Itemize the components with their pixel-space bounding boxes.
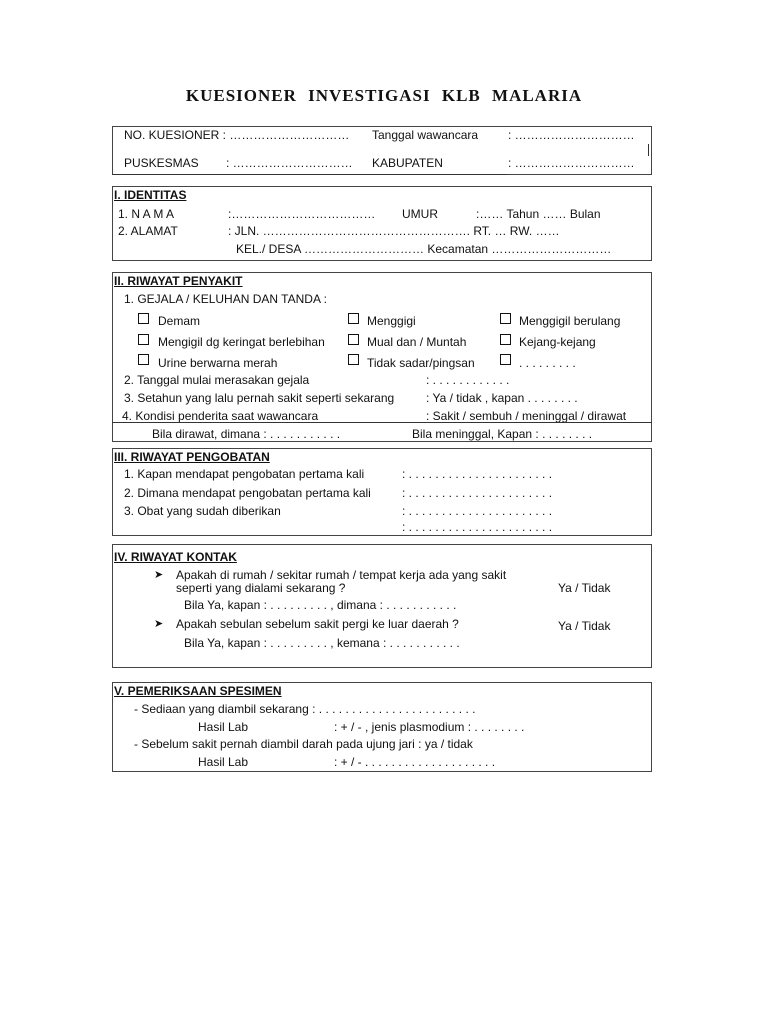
kapan-pengobatan-label: 1. Kapan mendapat pengobatan pertama kali (124, 467, 365, 481)
divider (648, 144, 649, 156)
identitas-heading: I. IDENTITAS (114, 188, 187, 202)
kontak-question-1a: Apakah di rumah / sekitar rumah / tempat kerja ada yang sakit (176, 568, 507, 582)
tidak-sadar-checkbox[interactable] (348, 354, 359, 365)
mengigil-keringat-checkbox[interactable] (138, 334, 149, 345)
obat-field-2[interactable]: : . . . . . . . . . . . . . . . . . . . . . . (402, 520, 553, 534)
mengigil-keringat-label: Mengigil dg keringat berlebihan (158, 335, 325, 349)
puskesmas-field[interactable]: : ………………………… (226, 156, 353, 170)
alamat-label: 2. ALAMAT (118, 224, 178, 238)
tanggal-gejala-label: 2. Tanggal mulai merasakan gejala (124, 373, 310, 387)
mual-checkbox[interactable] (348, 334, 359, 345)
arrow-bullet-icon: ➤ (154, 569, 164, 581)
dimana-pengobatan-label: 2. Dimana mendapat pengobatan pertama kali (124, 486, 371, 500)
puskesmas-label: PUSKESMAS (124, 156, 199, 170)
nama-field[interactable]: :……………………………… (228, 207, 376, 221)
kontak-answer-1[interactable]: Ya / Tidak (558, 581, 611, 595)
tanggal-label: Tanggal wawancara (372, 128, 479, 142)
hasil-lab-field-1[interactable]: : + / - , jenis plasmodium : . . . . . . . . (334, 720, 525, 734)
riwayat-kontak-heading (114, 550, 237, 564)
sediaan-field[interactable]: - Sediaan yang diambil sekarang : . . . . . . . . . . . . . . . . . . . . . . . . (134, 702, 476, 716)
sebelum-sakit-field[interactable]: - Sebelum sakit pernah diambil darah pada ujung jari : ya / tidak (134, 737, 473, 751)
tanggal-gejala-field[interactable]: : . . . . . . . . . . . . (426, 373, 510, 387)
nama-label: 1. N A M A (118, 207, 175, 221)
kondisi-label: 4. Kondisi penderita saat wawancara (122, 409, 319, 423)
lainnya-checkbox[interactable] (500, 354, 511, 365)
obat-label: 3. Obat yang sudah diberikan (124, 504, 281, 518)
demam-label: Demam (158, 314, 201, 328)
dirawat-field[interactable]: Bila dirawat, dimana : . . . . . . . . . . . (152, 427, 341, 441)
divider (112, 422, 652, 423)
kabupaten-label: KABUPATEN (372, 156, 443, 170)
kontak-follow-1[interactable]: Bila Ya, kapan : . . . . . . . . . , dimana : . . . . . . . . . . . (184, 598, 457, 612)
hasil-lab-field-2[interactable]: : + / - . . . . . . . . . . . . . . . . . . . . (334, 755, 496, 769)
umur-label: UMUR (402, 207, 438, 221)
riwayat-pengobatan-heading: III. RIWAYAT PENGOBATAN (114, 450, 270, 464)
pemeriksaan-heading: V. PEMERIKSAAN SPESIMEN (114, 684, 282, 698)
kontak-question-2: Apakah sebulan sebelum sakit pergi ke luar daerah ? (176, 617, 459, 631)
tidak-sadar-label: Tidak sadar/pingsan (367, 356, 475, 370)
menggigi-label: Menggigi (367, 314, 416, 328)
dimana-pengobatan-field[interactable]: : . . . . . . . . . . . . . . . . . . . . . . (402, 486, 553, 500)
kejang-checkbox[interactable] (500, 334, 511, 345)
hasil-lab-label-2: Hasil Lab (198, 755, 249, 769)
demam-checkbox[interactable] (138, 313, 149, 324)
kontak-question-1b: seperti yang dialami sekarang ? (176, 581, 346, 595)
riwayat-penyakit-heading: II. RIWAYAT PENYAKIT (114, 274, 243, 288)
mual-label: Mual dan / Muntah (367, 335, 467, 349)
menggigi-checkbox[interactable] (348, 313, 359, 324)
alamat-field[interactable]: : JLN. ……………………………………………. RT. … RW. …… (228, 224, 560, 238)
page-title: KUESIONER INVESTIGASI KLB MALARIA (185, 86, 583, 105)
riwayat-kontak-heading-text: IV. RIWAYAT KONTAK (114, 550, 237, 564)
obat-field-1[interactable]: : . . . . . . . . . . . . . . . . . . . . . . (402, 504, 553, 518)
divider (112, 174, 507, 175)
no-kuesioner-field[interactable]: NO. KUESIONER : ………………………… (124, 128, 350, 142)
urine-checkbox[interactable] (138, 354, 149, 365)
umur-field[interactable]: :…… Tahun …… Bulan (476, 207, 601, 221)
arrow-bullet-icon: ➤ (154, 618, 164, 630)
kapan-pengobatan-field[interactable]: : . . . . . . . . . . . . . . . . . . . . . . (402, 467, 553, 481)
menggigil-berulang-label: Menggigil berulang (519, 314, 621, 328)
kejang-label: Kejang-kejang (519, 335, 596, 349)
kondisi-field[interactable]: : Sakit / sembuh / meninggal / dirawat (426, 409, 627, 423)
menggigil-berulang-checkbox[interactable] (500, 313, 511, 324)
hasil-lab-label-1: Hasil Lab (198, 720, 249, 734)
gejala-question: 1. GEJALA / KELUHAN DAN TANDA : (124, 292, 327, 306)
meninggal-field[interactable]: Bila meninggal, Kapan : . . . . . . . . (412, 427, 593, 441)
setahun-field[interactable]: : Ya / tidak , kapan . . . . . . . . (426, 391, 578, 405)
lainnya-field[interactable]: . . . . . . . . . (519, 356, 576, 370)
kontak-follow-2[interactable]: Bila Ya, kapan : . . . . . . . . . , kemana : . . . . . . . . . . . (184, 636, 460, 650)
urine-label: Urine berwarna merah (158, 356, 278, 370)
kel-desa-field[interactable]: KEL./ DESA ………………………… Kecamatan ………………………… (236, 242, 612, 256)
tanggal-field[interactable]: : ………………………… (508, 128, 635, 142)
setahun-label: 3. Setahun yang lalu pernah sakit seperti sekarang (124, 391, 395, 405)
kontak-answer-2[interactable]: Ya / Tidak (558, 619, 611, 633)
kabupaten-field[interactable]: : ………………………… (508, 156, 635, 170)
